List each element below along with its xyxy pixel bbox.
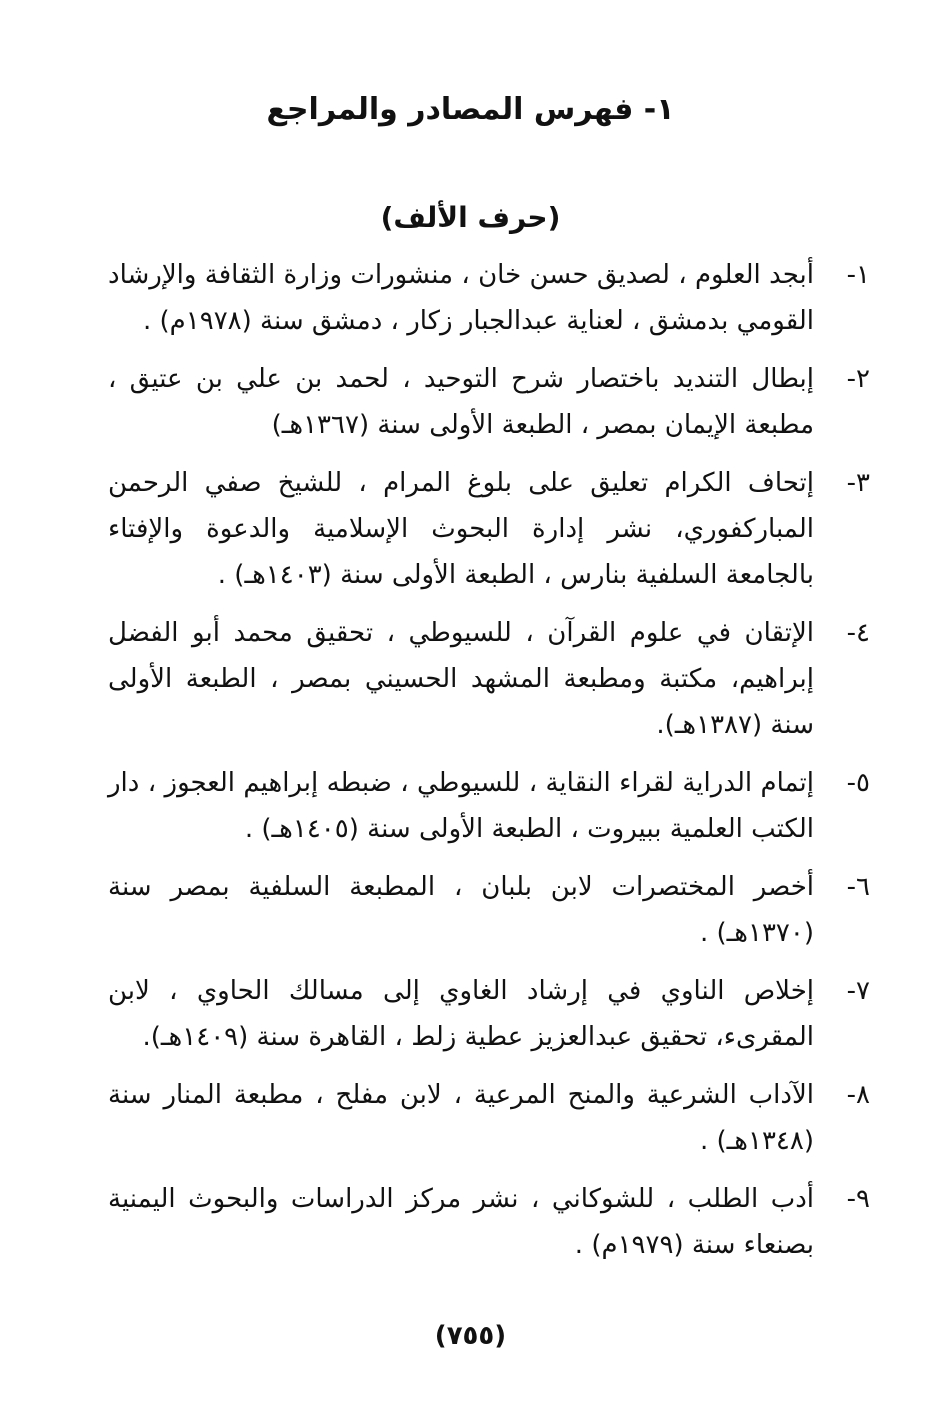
entry-text: إبطال التنديد باختصار شرح التوحيد ، لحمد بن علي بن عتيق ، مطبعة الإيمان بمصر ، الطبعة الأولى سنة (١٣٦٧هـ) (108, 364, 814, 440)
reference-entry (108, 968, 870, 1060)
entry-number: ١- (846, 260, 870, 290)
entry-number: ٧- (846, 976, 870, 1006)
reference-entry (108, 610, 870, 748)
references-list (108, 252, 870, 1280)
reference-entry (108, 864, 870, 956)
entry-text: إتحاف الكرام تعليق على بلوغ المرام ، للشيخ صفي الرحمن المباركفوري، نشر إدارة البحوث الإسلامية والدعوة والإفتاء بالجامعة السلفية بنارس ، الطبعة الأولى سنة (١٤٠٣هـ) . (108, 468, 814, 590)
entry-text: الإتقان في علوم القرآن ، للسيوطي ، تحقيق محمد أبو الفضل إبراهيم، مكتبة ومطبعة المشهد الحسيني بمصر ، الطبعة الأولى سنة (١٣٨٧هـ). (108, 618, 814, 740)
entry-number: ٦- (846, 872, 870, 902)
entry-text: أدب الطلب ، للشوكاني ، نشر مركز الدراسات والبحوث اليمنية بصنعاء سنة (١٩٧٩م) . (108, 1184, 814, 1260)
reference-entry (108, 252, 870, 344)
entry-number: ٤- (846, 618, 870, 648)
entry-text: أبجد العلوم ، لصديق حسن خان ، منشورات وزارة الثقافة والإرشاد القومي بدمشق ، لعناية عبدالجبار زكار ، دمشق سنة (١٩٧٨م) . (108, 260, 814, 336)
entry-text: الآداب الشرعية والمنح المرعية ، لابن مفلح ، مطبعة المنار سنة (١٣٤٨هـ) . (108, 1080, 814, 1156)
section-heading: (حرف الألف) (380, 201, 561, 234)
reference-entry (108, 760, 870, 852)
reference-entry (108, 1176, 870, 1268)
page-number: (٧٥٥) (434, 1321, 507, 1351)
entry-text: إتمام الدراية لقراء النقاية ، للسيوطي ، ضبطه إبراهيم العجوز ، دار الكتب العلمية ببيروت ، الطبعة الأولى سنة (١٤٠٥هـ) . (108, 768, 814, 844)
entry-number: ٩- (846, 1184, 870, 1214)
reference-entry (108, 1072, 870, 1164)
entry-number: ٥- (846, 768, 870, 798)
page-title: ١- فهرس المصادر والمراجع (266, 92, 675, 127)
entry-number: ٨- (846, 1080, 870, 1110)
entry-number: ٣- (846, 468, 870, 498)
entry-text: إخلاص الناوي في إرشاد الغاوي إلى مسالك الحاوي ، لابن المقرىء، تحقيق عبدالعزيز عطية زلط ، القاهرة سنة (١٤٠٩هـ). (108, 976, 814, 1052)
entry-number: ٢- (846, 364, 870, 394)
entry-text: أخصر المختصرات لابن بلبان ، المطبعة السلفية بمصر سنة (١٣٧٠هـ) . (108, 872, 814, 948)
reference-entry (108, 356, 870, 448)
reference-entry (108, 460, 870, 598)
